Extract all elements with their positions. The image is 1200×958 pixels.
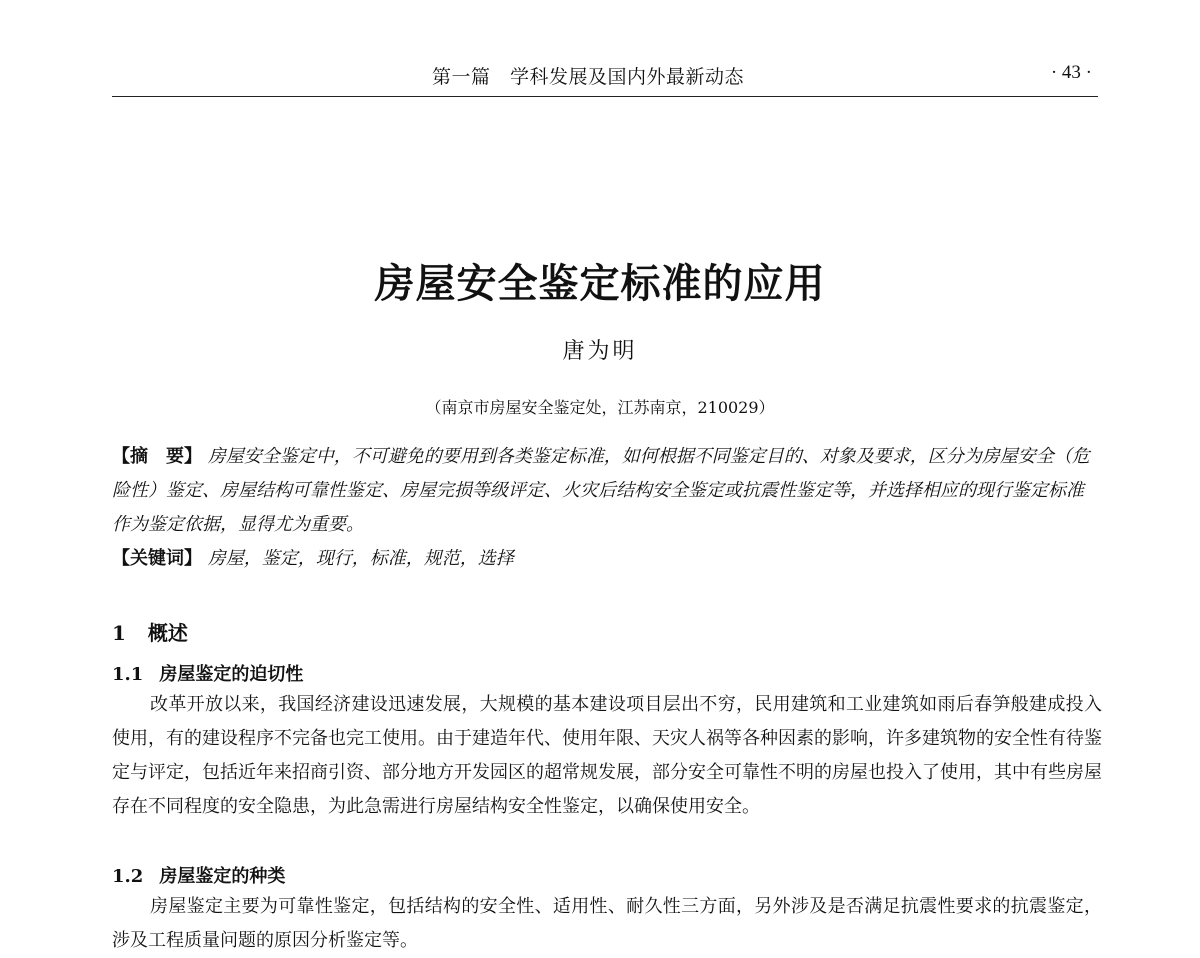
paragraph-1-1: 改革开放以来，我国经济建设迅速发展，大规模的基本建设项目层出不穷，民用建筑和工业建筑如雨后春笋般建成投入使用，有的建设程序不完备也完工使用。由于建造年代、使用年限、天灾人祸等各种因素的影响，许多建筑物的安全性有待鉴定与评定，包括近年来招商引资、部分地方开发园区的超常规发展，部分安全可靠性不明的房屋也投入了使用，其中有些房屋存在不同程度的安全隐患，为此急需进行房屋结构安全性鉴定，以确保使用安全。 [112,694,1102,817]
author-name: 唐为明 [562,339,638,364]
running-head [112,62,1098,97]
subsection-number: 1.1 [112,664,144,685]
paragraph-1-2: 房屋鉴定主要为可靠性鉴定，包括结构的安全性、适用性、耐久性三方面，另外涉及是否满足抗震性要求的抗震鉴定，涉及工程质量问题的原因分析鉴定等。 [112,896,1102,951]
abstract-text: 房屋安全鉴定中，不可避免的要用到各类鉴定标准，如何根据不同鉴定目的、对象及要求，区分为房屋安全（危险性）鉴定、房屋结构可靠性鉴定、房屋完损等级评定、火灾后结构安全鉴定或抗震性鉴定等，并选择相应的现行鉴定标准作为鉴定依据，显得尤为重要。 [112,446,1090,535]
running-head-section: 第一篇 学科发展及国内外最新动态 [432,66,745,88]
page-number: · 43 · [1050,62,1092,83]
author-affiliation: （南京市房屋安全鉴定处，江苏南京，210029） [425,398,775,417]
abstract [112,440,1100,542]
section-number: 1 [112,621,126,645]
keywords-text: 房屋，鉴定，现行，标准，规范，选择 [207,548,514,569]
abstract-label: 【摘 要】 [112,446,202,467]
subsection-title: 房屋鉴定的种类 [159,866,286,887]
section-heading-1 [112,617,188,646]
paper-title: 房屋安全鉴定标准的应用 [374,260,826,307]
keywords [112,542,1100,576]
subsection-number: 1.2 [112,866,144,887]
subsection-heading-1-1 [112,660,303,686]
subsection-title: 房屋鉴定的迫切性 [159,664,304,685]
section-title: 概述 [147,621,188,645]
subsection-heading-1-2 [112,862,285,888]
keywords-label: 【关键词】 [112,548,202,569]
